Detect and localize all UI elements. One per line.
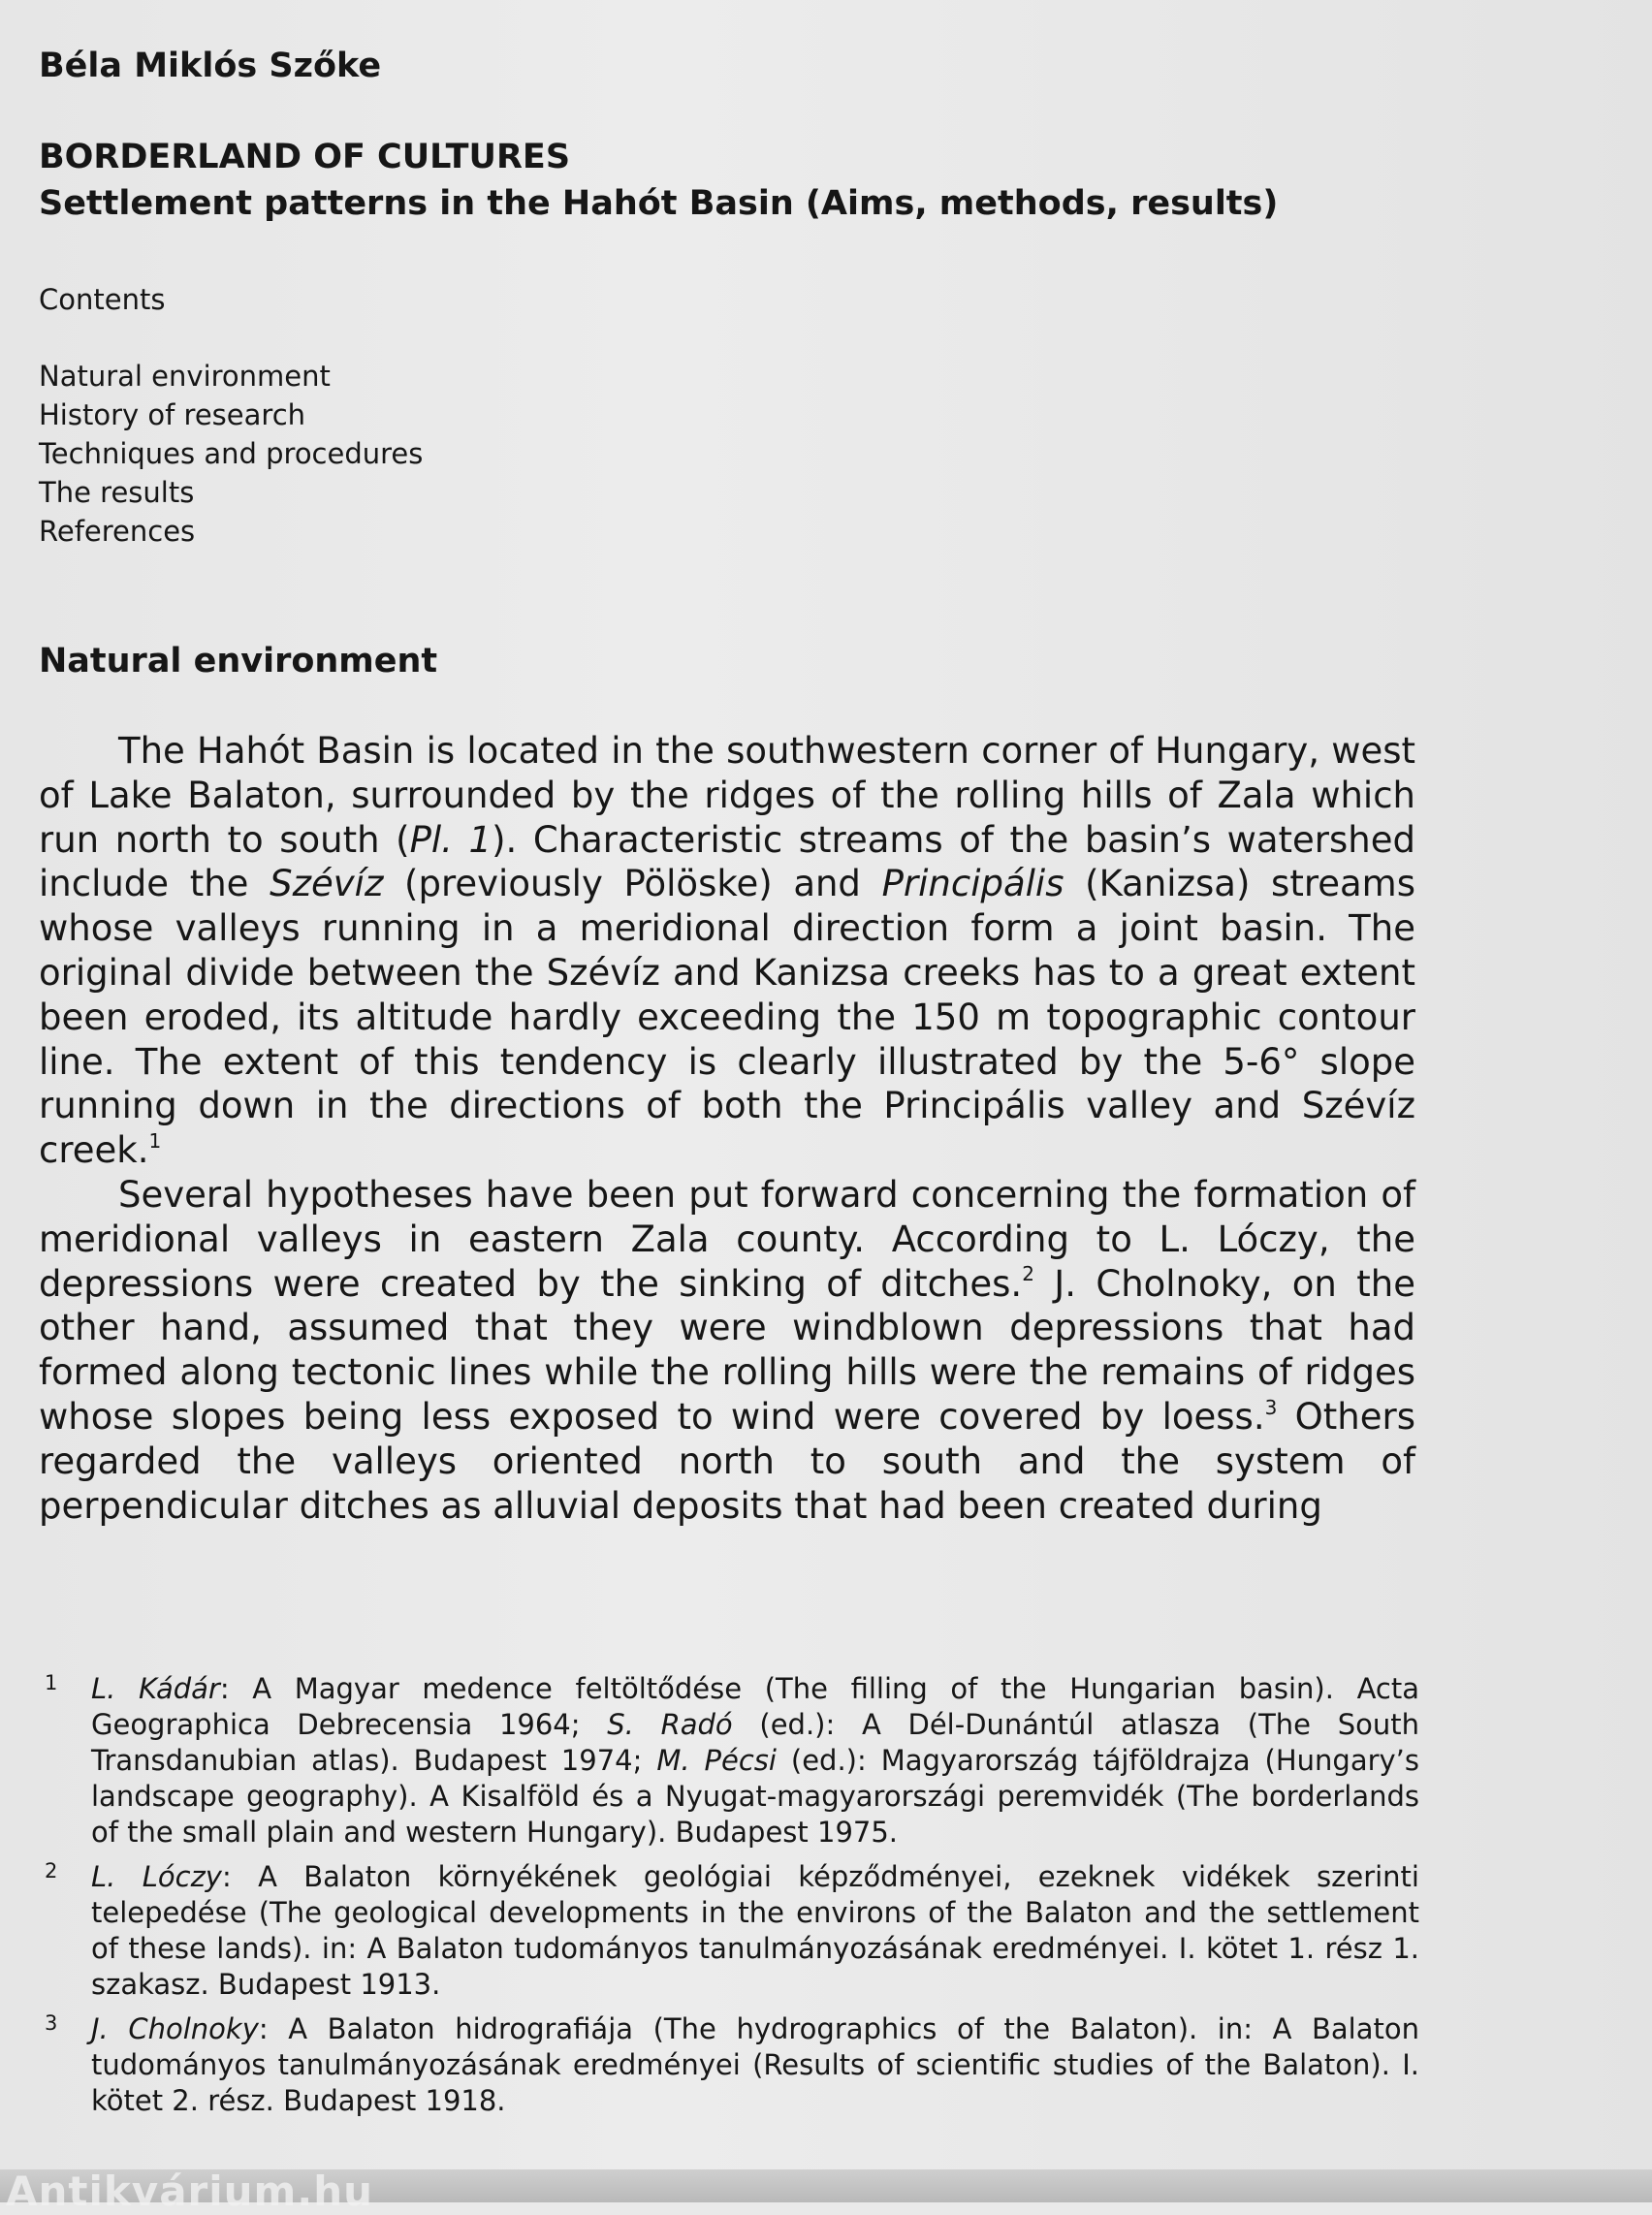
text-run-italic: S. Radó	[607, 1708, 733, 1741]
toc-item: History of research	[39, 398, 306, 431]
text-run: Several hypotheses have been put forward concerning the formation of meridional valleys in eastern Zala county. According to L. Lóczy, the depressions were created by the sinking of ditches.	[39, 1173, 1415, 1305]
text-run-italic: Principális	[881, 863, 1064, 905]
footnote	[39, 1671, 1419, 1851]
body-text	[39, 729, 1415, 1528]
text-run: (previously Pölöske) and	[383, 863, 882, 905]
footnote-ref: 1	[148, 1128, 162, 1153]
paragraph	[39, 1173, 1415, 1528]
section-heading: Natural environment	[39, 642, 438, 680]
text-run: ). Characteristic streams of the basin’s watershed include the	[39, 818, 1415, 905]
article-title: BORDERLAND OF CULTURES	[39, 138, 571, 176]
text-run: J. Cholnoky, on the other hand, assumed that they were windblown depressions that had formed along tectonic lines while the rolling hills were the remains of ridges whose slopes being less exposed to wind were covered by loess.	[39, 1262, 1415, 1438]
toc-item: Techniques and procedures	[39, 437, 424, 470]
footnote	[39, 1859, 1419, 2003]
text-run: : A Balaton hidrografiája (The hydrographics of the Balaton). in: A Balaton tudományos tanulmányozásának eredményei (Results of scientific studies of the Balaton). I. kötet 2. rész. Budapest 1918.	[91, 2012, 1419, 2117]
text-run-italic: Pl. 1	[409, 818, 492, 861]
table-of-contents	[39, 357, 423, 551]
text-run-italic: Szévíz	[270, 863, 384, 905]
footnote	[39, 2011, 1419, 2119]
text-run: (ed.): A Dél-Dunántúl atlasza (The South Transdanubian atlas). Budapest 1974;	[91, 1708, 1419, 1777]
text-run: (ed.): Magyarország tájföldrajza (Hungary’s landscape geography). A Kisalföld és a Nyugat-magyarországi peremvidék (The borderlands of the small plain and western Hungary). Budapest 1975.	[91, 1744, 1420, 1849]
text-run-italic: M. Pécsi	[656, 1744, 777, 1777]
footnote-number: 1	[45, 1671, 58, 1694]
author-name: Béla Miklós Szőke	[39, 47, 382, 85]
footnote-ref: 2	[1022, 1262, 1034, 1286]
text-run: (Kanizsa) streams whose valleys running in a meridional direction form a joint basin. The original divide between the Szévíz and Kanizsa creeks has to a great extent been eroded, its altitude hardly exceeding the 150 m topographic contour line. The extent of this tendency is clearly illustrated by the 5-6° slope running down in the directions of both the Principális valley and Szévíz creek.	[39, 863, 1415, 1172]
footnote-number: 3	[45, 2011, 58, 2035]
text-run: : A Magyar medence feltöltődése (The filling of the Hungarian basin). Acta Geographica Debrecensia 1964;	[91, 1672, 1419, 1741]
paragraph	[39, 729, 1415, 1173]
watermark: Antikvárium.hu	[6, 2168, 374, 2215]
toc-item: The results	[39, 476, 195, 509]
footnotes	[39, 1671, 1419, 2128]
text-run: : A Balaton környékének geológiai képződményei, ezeknek vidékek szerinti telepedése (The geological developments in the environs of the Balaton and the settlement of these lands). in: A Balaton tudományos tanulmányozásának eredményei. I. kötet 1. rész 1. szakasz. Budapest 1913.	[91, 1860, 1419, 2001]
toc-item: References	[39, 515, 196, 548]
toc-item: Natural environment	[39, 360, 331, 393]
contents-heading: Contents	[39, 283, 166, 316]
footnote-number: 2	[45, 1859, 58, 1883]
article-subtitle: Settlement patterns in the Hahót Basin (Aims, methods, results)	[39, 184, 1279, 223]
footnote-ref: 3	[1264, 1395, 1278, 1419]
text-run-italic: L. Lóczy	[91, 1860, 222, 1893]
text-run: The Hahót Basin is located in the southwestern corner of Hungary, west of Lake Balaton, surrounded by the ridges of the rolling hills of Zala which run north to south (	[39, 730, 1415, 861]
text-run: Others regarded the valleys oriented north to south and the system of perpendicular ditches as alluvial deposits that had been created during	[39, 1395, 1415, 1527]
text-run-italic: L. Kádár	[91, 1672, 220, 1705]
text-run-italic: J. Cholnoky	[91, 2012, 259, 2045]
